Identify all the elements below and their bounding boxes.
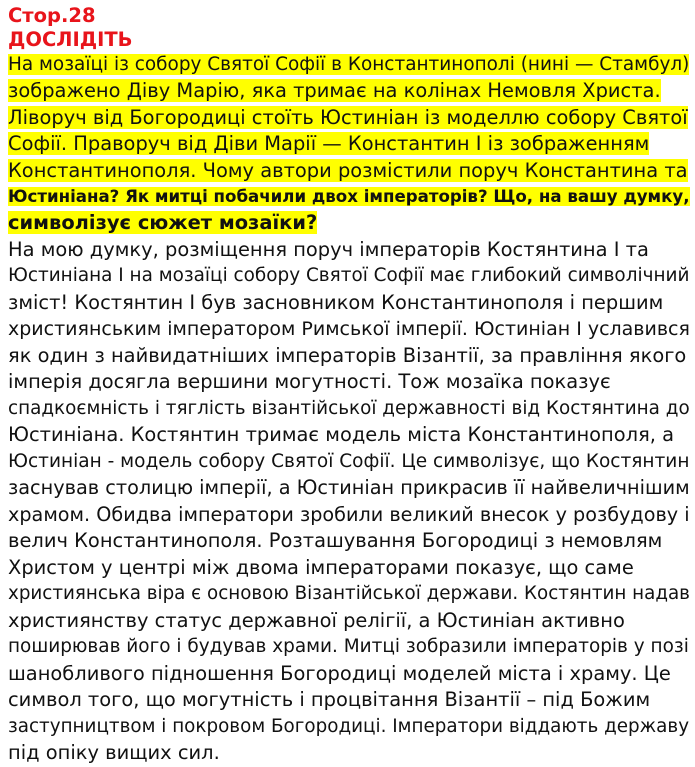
- task-line: Ліворуч від Богородиці стоїть Юстиніан із моделлю собору Святої: [8, 105, 688, 129]
- answer-line: шанобливого підношення Богородиці моделей міста і храму. Це: [8, 661, 671, 685]
- answer-line: заснував столицю імперії, а Юстиніан прикрасив її найвеличнішим: [8, 476, 690, 500]
- answer-line: символ того, що могутність і процвітання Візантії – під Божим: [8, 688, 651, 712]
- task-line: Юстиніана? Як митці побачили двох імператорів? Що, на вашу думку,: [8, 187, 690, 207]
- textbook-page: [8, 4, 692, 767]
- answer-line: заступництвом і покровом Богородиці. Імператори віддають державу: [8, 715, 690, 737]
- answer-line: храмом. Обидва імператори зробили великий внесок у розбудову і: [8, 502, 690, 526]
- answer-line: спадкоємність і тяглість візантійської державності від Костянтина до: [8, 397, 690, 419]
- answer-line: зміст! Костянтин I був засновником Константинополя і першим: [8, 290, 664, 314]
- page-number: Стор.28: [8, 4, 96, 27]
- task-line: зображено Діву Марію, яка тримає на колінах Немовля Христа.: [8, 79, 661, 103]
- task-line: Софії. Праворуч від Діви Марії — Константин I із зображенням: [8, 132, 650, 156]
- answer-text: [8, 237, 692, 767]
- task-line: Константинополя. Чому автори розмістили поруч Константина та: [8, 158, 688, 182]
- answer-line: як один з найвидатніших імператорів Візантії, за правління якого: [8, 343, 687, 367]
- task-question: [8, 52, 692, 237]
- answer-line: християнська віра є основою Візантійської держави. Костянтин надав: [8, 583, 690, 605]
- section-heading: ДОСЛІДІТЬ: [8, 28, 133, 51]
- answer-line: На мою думку, розміщення поруч імператорів Костянтина I та: [8, 237, 649, 261]
- answer-line: Юстиніан - модель собору Святої Софії. Це символізує, що Костянтин: [8, 450, 690, 472]
- answer-line: Юстиніана. Костянтин тримає модель міста Константинополя, а: [8, 423, 675, 447]
- answer-line: поширював його і будував храми. Митці зобразили імператорів у позі: [8, 636, 689, 658]
- answer-line: християнству статус державної релігії, а Юстиніан активно: [8, 608, 625, 632]
- task-line: символізує сюжет мозаїки?: [8, 211, 318, 235]
- answer-line: імперія досягла вершини могутності. Тож мозаїка показує: [8, 370, 611, 394]
- answer-line: християнським імператором Римської імперії. Юстиніан I уславився: [8, 318, 690, 341]
- answer-line: Юстиніана I на мозаїці собору Святої Софії має глибокий символічний: [8, 265, 690, 287]
- answer-line: Христом у центрі між двома імператорами показує, що саме: [8, 555, 634, 579]
- answer-line: велич Константинополя. Розташування Богородиці з немовлям: [8, 529, 663, 553]
- answer-line: під опіку вищих сил.: [8, 741, 220, 765]
- task-line: На мозаїці із собору Святої Софії в Константинополі (нині — Стамбул): [8, 54, 690, 75]
